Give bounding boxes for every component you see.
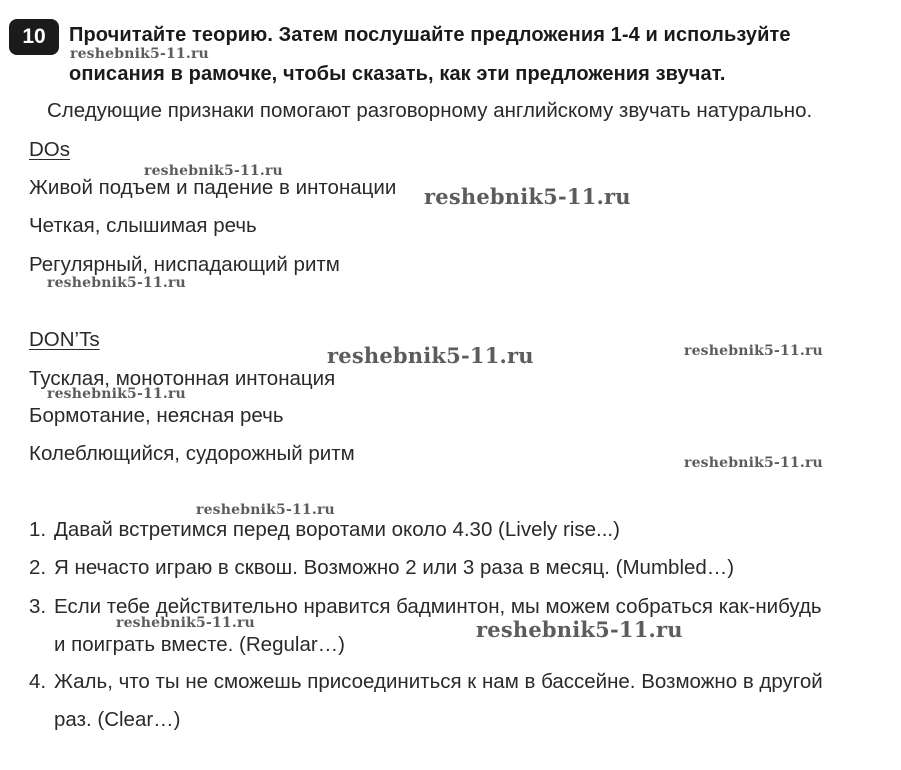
sentence-number: 2.	[29, 556, 47, 579]
watermark: reshebnik5-11.ru	[144, 163, 283, 179]
sentence-number: 4.	[29, 670, 47, 693]
dos-item: Живой подъем и падение в интонации	[29, 176, 397, 199]
sentence-text-continued: и поиграть вместе. (Regular…)	[54, 633, 345, 656]
watermark: reshebnik5-11.ru	[684, 343, 823, 359]
sentence-text: Давай встретимся перед воротами около 4.30 (Lively rise...)	[54, 518, 620, 541]
watermark: reshebnik5-11.ru	[196, 502, 335, 518]
donts-item: Колеблющийся, судорожный ритм	[29, 442, 355, 465]
watermark: reshebnik5-11.ru	[47, 275, 186, 291]
sentence-text: Я нечасто играю в сквош. Возможно 2 или 3 раза в месяц. (Mumbled…)	[54, 556, 735, 579]
watermark: reshebnik5-11.ru	[476, 617, 683, 642]
task-number-badge: 10	[9, 19, 59, 55]
sentence-text-continued: раз. (Clear…)	[54, 708, 181, 731]
watermark: reshebnik5-11.ru	[116, 615, 255, 631]
watermark: reshebnik5-11.ru	[70, 46, 209, 62]
sentence-number: 3.	[29, 595, 47, 618]
sentence-text: Жаль, что ты не сможешь присоединиться к нам в бассейне. Возможно в другой	[54, 670, 823, 693]
dos-item: Регулярный, ниспадающий ритм	[29, 253, 340, 276]
sentence-text: Если тебе действительно нравится бадминтон, мы можем собраться как-нибудь	[54, 595, 822, 618]
watermark: reshebnik5-11.ru	[684, 455, 823, 471]
sentence-number: 1.	[29, 518, 47, 541]
watermark: reshebnik5-11.ru	[424, 184, 631, 209]
task-heading-line-1: Прочитайте теорию. Затем послушайте предложения 1-4 и используйте	[69, 24, 791, 46]
task-heading-line-2: описания в рамочке, чтобы сказать, как эти предложения звучат.	[69, 63, 726, 85]
intro-text: Следующие признаки помогают разговорному английскому звучать натурально.	[47, 99, 813, 122]
donts-item: Тусклая, монотонная интонация	[29, 367, 336, 390]
dos-heading: DOs	[29, 138, 70, 161]
donts-item: Бормотание, неясная речь	[29, 404, 284, 427]
watermark: reshebnik5-11.ru	[47, 386, 186, 402]
donts-heading: DON’Ts	[29, 328, 100, 351]
watermark: reshebnik5-11.ru	[327, 343, 534, 368]
dos-item: Четкая, слышимая речь	[29, 214, 257, 237]
